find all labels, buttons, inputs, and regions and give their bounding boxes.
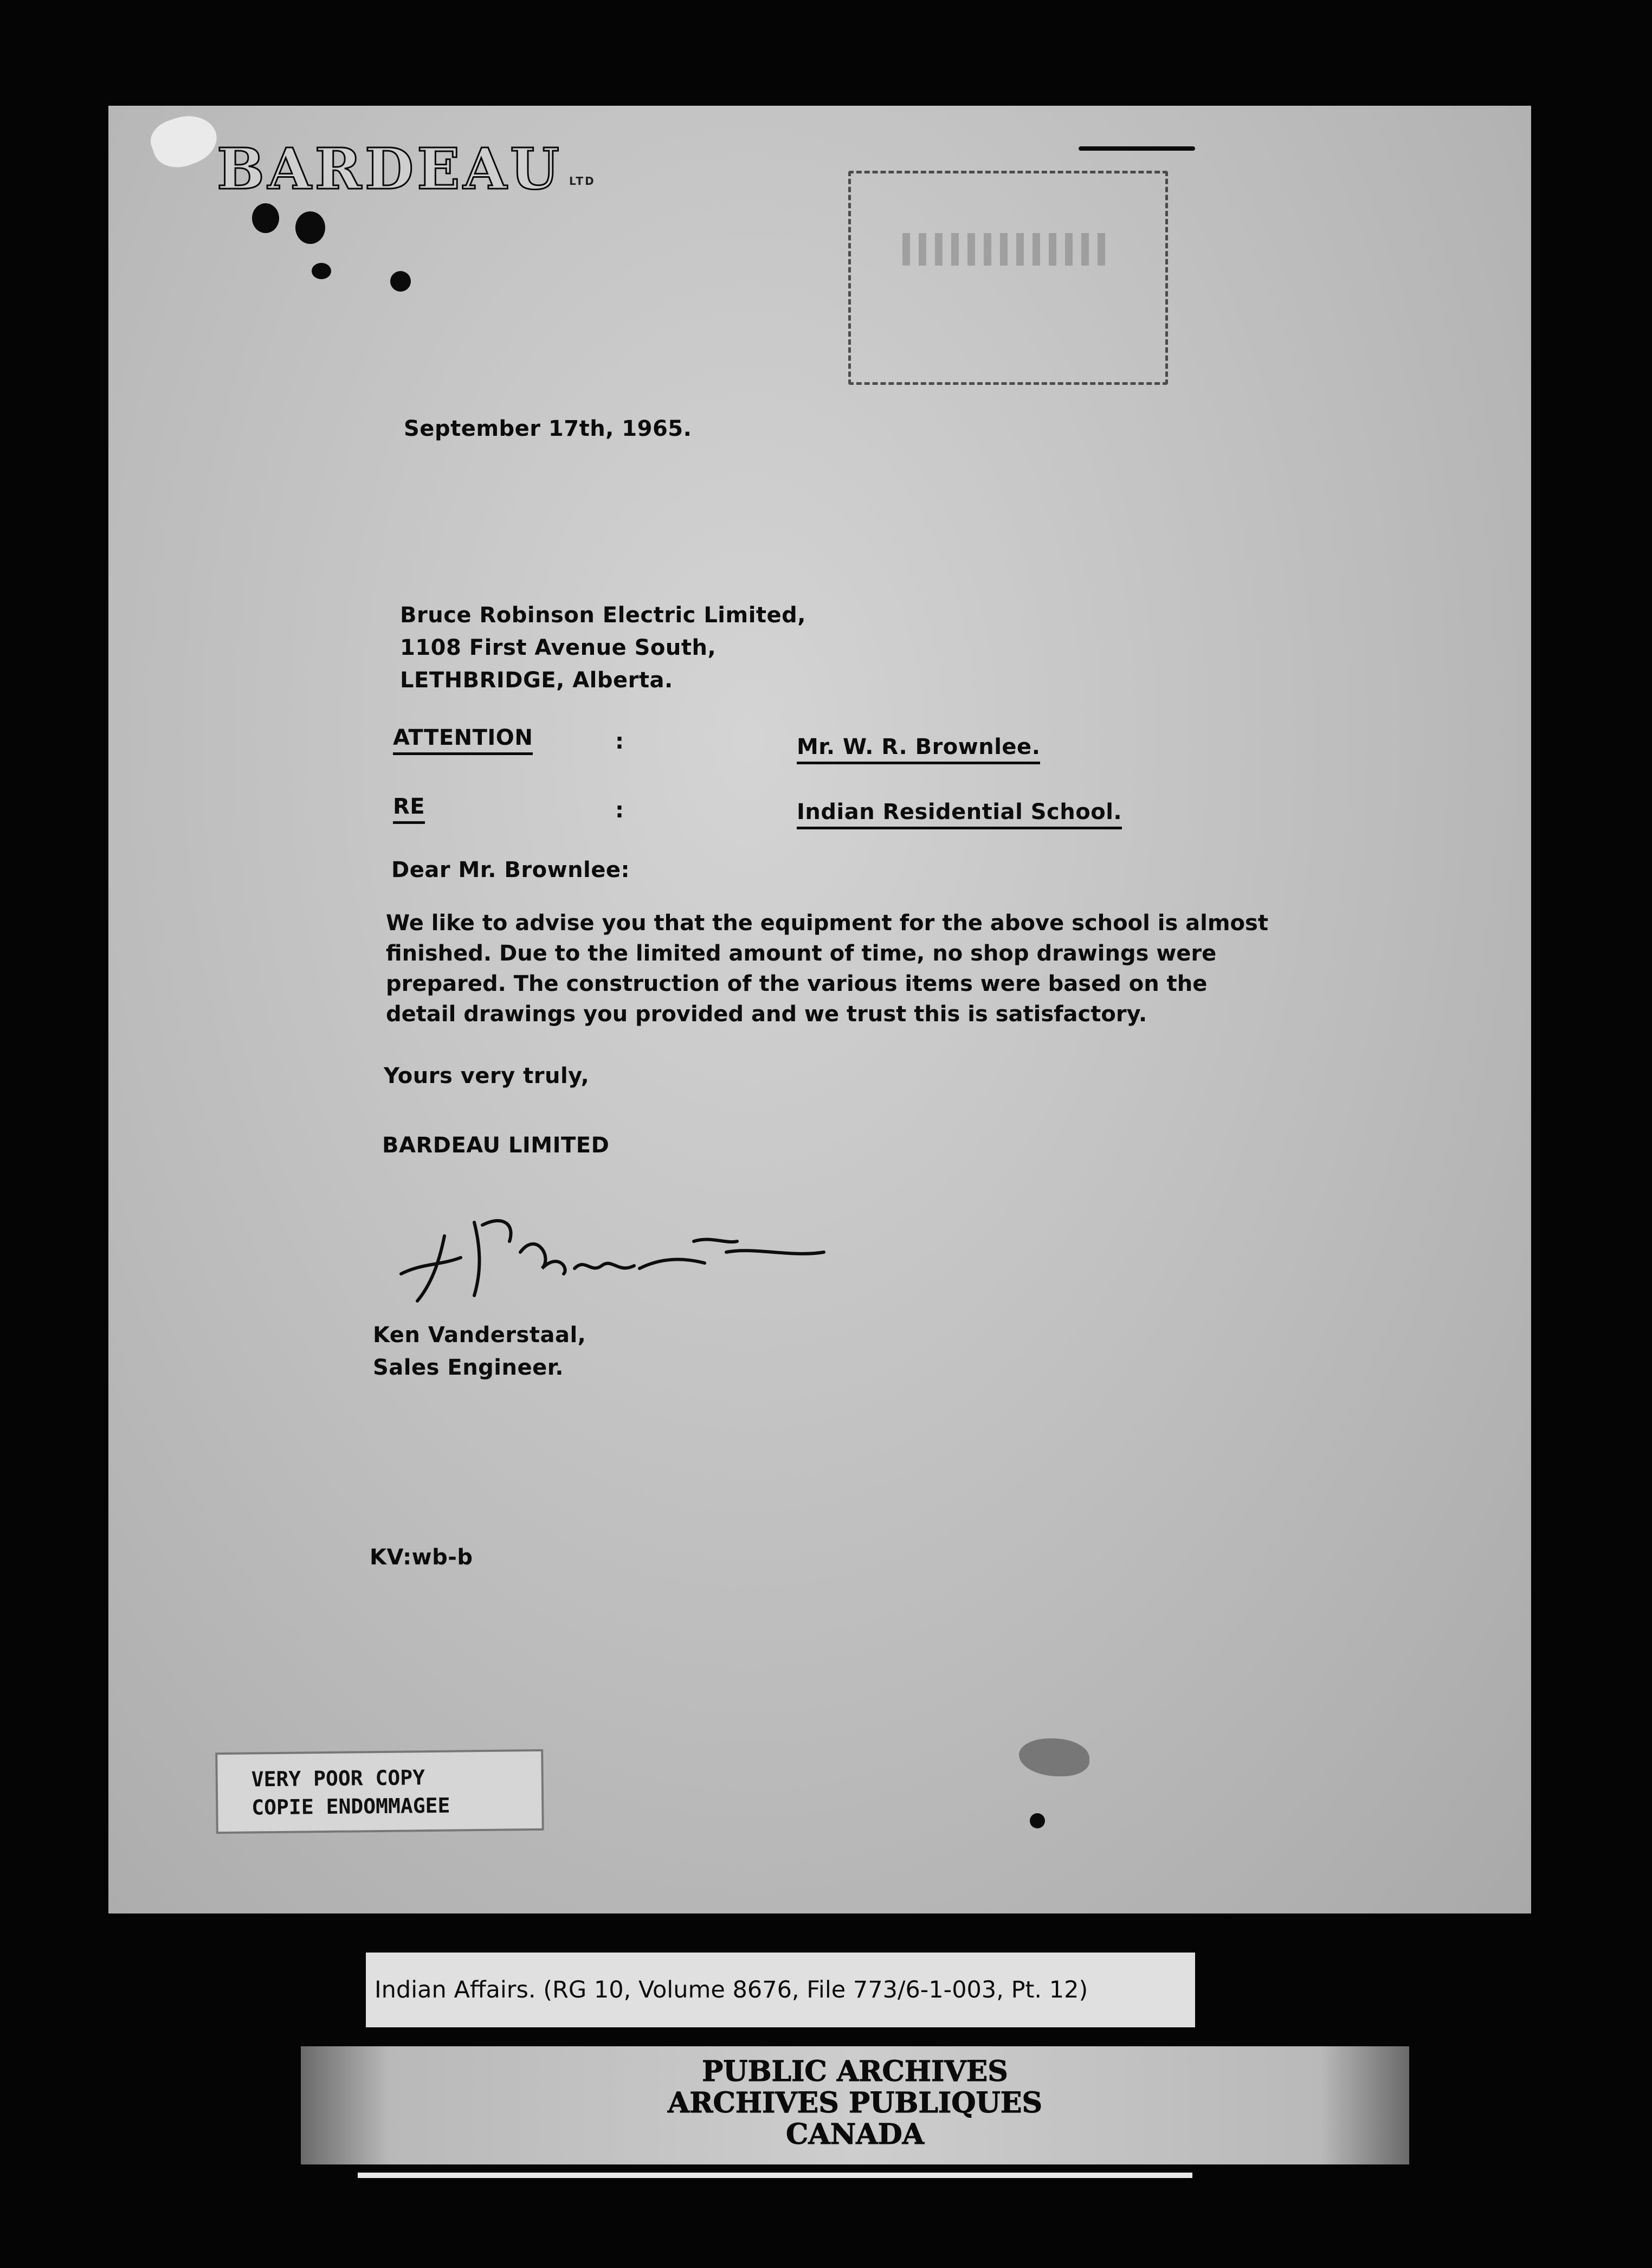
re-label: RE <box>393 794 425 824</box>
archives-line-2: ARCHIVES PUBLIQUES <box>667 2086 1043 2119</box>
letter-date: September 17th, 1965. <box>404 416 692 441</box>
company-logo-suffix: LTD <box>569 175 596 188</box>
ink-blot <box>312 263 331 279</box>
salutation: Dear Mr. Brownlee: <box>391 858 630 882</box>
poor-copy-line-1: VERY POOR COPY <box>251 1766 425 1792</box>
archive-reference: Indian Affairs. (RG 10, Volume 8676, File 773/6-1-003, Pt. 12) <box>366 1953 1195 2027</box>
signer-title: Sales Engineer. <box>373 1355 564 1380</box>
company-logo: BARDEAU <box>217 136 563 202</box>
torn-corner <box>145 107 223 175</box>
attention-value: Mr. W. R. Brownlee. <box>797 734 1040 764</box>
signer-name: Ken Vanderstaal, <box>373 1323 586 1348</box>
received-stamp <box>848 171 1168 385</box>
archives-line-1: PUBLIC ARCHIVES <box>702 2055 1008 2088</box>
closing: Yours very truly, <box>384 1064 590 1088</box>
recipient-line-1: Bruce Robinson Electric Limited, <box>400 603 806 628</box>
signature-company: BARDEAU LIMITED <box>382 1133 610 1158</box>
letter-body: We like to advise you that the equipment for the above school is almost finished. Due to the limited amount of time, no shop drawings were prepared. The construction of the various items were based on the detail drawings you provided and we trust this is satisfactory. <box>386 911 1268 1027</box>
ink-blot <box>1019 1738 1089 1776</box>
ink-blot <box>1030 1813 1045 1828</box>
archives-line-3: CANADA <box>785 2118 925 2151</box>
attention-label: ATTENTION <box>393 725 533 755</box>
ink-mark <box>1079 146 1195 151</box>
poor-copy-line-2: COPIE ENDOMMAGEE <box>251 1793 450 1820</box>
handwritten-signature <box>379 1193 878 1317</box>
re-value: Indian Residential School. <box>797 800 1122 829</box>
ink-blot <box>390 271 411 292</box>
received-stamp-text <box>902 233 1108 266</box>
ink-blot <box>252 203 279 233</box>
recipient-line-2: 1108 First Avenue South, <box>400 635 717 660</box>
attention-separator: : <box>615 729 624 754</box>
re-separator: : <box>615 798 624 823</box>
recipient-line-3: LETHBRIDGE, Alberta. <box>400 668 673 693</box>
label-strip <box>358 2173 1192 2178</box>
public-archives-label <box>301 2046 1409 2164</box>
ink-blot <box>295 211 325 244</box>
poor-copy-stamp <box>215 1749 544 1834</box>
reference-initials: KV:wb-b <box>370 1545 473 1570</box>
